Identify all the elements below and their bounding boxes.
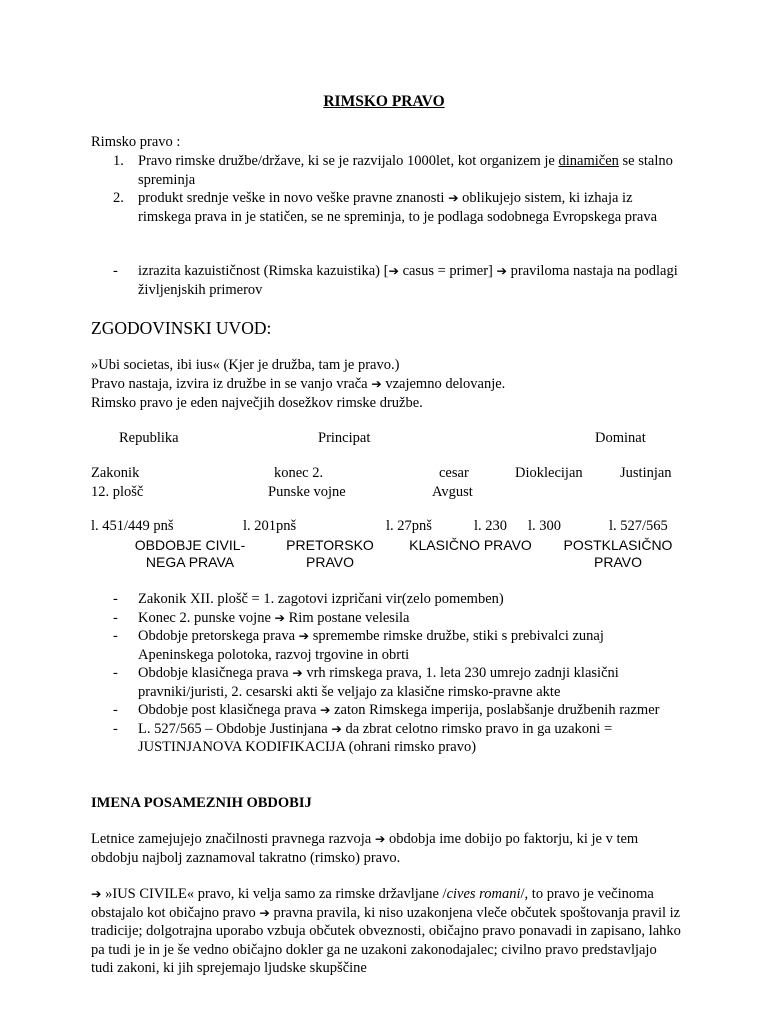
- era-label: Dominat: [595, 430, 646, 446]
- body-line: »Ubi societas, ibi ius« (Kjer je družba, tam je pravo.): [91, 357, 400, 373]
- numbered-item: [91, 189, 681, 226]
- item-text: vrh rimskega prava, 1. leta 230 umrejo zadnji klasični pravniki/juristi, 2. cesarski akti še veljajo za klasične rimsko-pravne akte: [138, 665, 619, 700]
- list-item: [91, 262, 681, 299]
- italic-term: cives romani: [446, 886, 521, 902]
- line-text: Pravo nastaja, izvira iz družbe in se vanjo vrača: [91, 376, 372, 392]
- item-text: oblikujejo sistem, ki izhaja iz rimskega prava in je statičen, se ne spreminja, to je podlaga sodobnega Evropskega prava: [138, 190, 658, 225]
- arrow-icon: ➔: [331, 720, 342, 736]
- item-text: Zakonik XII. plošč = 1. zagotovi izpričani vir(zelo pomemben): [138, 591, 504, 607]
- item-text: casus = primer]: [398, 263, 497, 279]
- period-line: NEGA PRAVA: [145, 554, 235, 570]
- timeline-label: Avgust: [432, 484, 473, 500]
- timeline-label: Punske vojne: [268, 484, 346, 500]
- period-label: [275, 537, 385, 571]
- item-text: produkt srednje veške in novo veške pravne znanosti: [138, 190, 449, 206]
- period-line: PRAVO: [594, 554, 642, 570]
- item-text: Rim postane velesila: [285, 609, 410, 626]
- item-text: se stalno spreminja: [138, 153, 673, 188]
- period-label: [398, 537, 543, 554]
- intro-line: Rimsko pravo :: [91, 134, 181, 150]
- timeline-label: konec 2.: [274, 465, 324, 481]
- arrow-icon: ➔: [448, 190, 459, 205]
- year-label: l. 300: [528, 518, 562, 534]
- arrow-icon: ➔: [259, 904, 270, 920]
- arrow-icon: ➔: [298, 628, 310, 643]
- era-label: Principat: [318, 430, 371, 446]
- arrow-icon: ➔: [496, 263, 507, 278]
- arrow-icon: ➔: [371, 376, 382, 391]
- item-text: Konec 2. punske vojne: [138, 609, 275, 626]
- arrow-icon: ➔: [320, 702, 331, 717]
- timeline-label: Zakonik: [91, 465, 140, 481]
- body-paragraph: [91, 830, 681, 867]
- list-item: [91, 590, 681, 609]
- item-text: L. 527/565 – Obdobje Justinjana: [138, 720, 332, 737]
- item-number: 2.: [113, 190, 124, 206]
- dash-bullet: -: [113, 263, 118, 279]
- paragraph-text: pravna pravila, ki niso uzakonjena vleče občutek spoštovanja pravil iz tradicije; dolgotrajna uporabo vzbuja občutek obveznosti, običajno pravo ponavadi in zapisano, lahko pa tudi je in je še vedno običajno dokler ga ne uzakoni zakonodajalec; civilno pravo predstavljajo tudi zakoni, ki jih sprejemajo ljudske skupščine: [91, 904, 681, 976]
- dash-bullet: -: [113, 609, 118, 626]
- era-label: Republika: [119, 430, 179, 446]
- underlined-word: dinamičen: [558, 153, 619, 169]
- timeline-label: cesar: [439, 465, 469, 481]
- arrow-icon: ➔: [388, 263, 399, 278]
- item-text: spremembe rimske družbe, stiki s prebivalci zunaj Apeninskega polotoka, razvoj trgovine in obrti: [138, 628, 604, 663]
- list-item: [91, 627, 681, 664]
- dash-bullet: -: [113, 591, 118, 607]
- list-item: [91, 720, 681, 757]
- item-text: Pravo rimske družbe/države, ki se je razvijalo 1000let, kot organizem je: [138, 153, 559, 169]
- numbered-list: [91, 152, 681, 226]
- body-paragraph: [91, 885, 681, 978]
- item-text: Obdobje pretorskega prava: [138, 628, 299, 644]
- item-text: Obdobje post klasičnega prava: [138, 702, 321, 718]
- section-heading: IMENA POSAMEZNIH OBDOBIJ: [91, 795, 312, 811]
- period-line: KLASIČNO PRAVO: [409, 537, 532, 553]
- dash-bullet: -: [113, 720, 118, 737]
- period-line: PRETORSKO: [286, 537, 374, 553]
- page-title: RIMSKO PRAVO: [323, 93, 445, 110]
- year-label: l. 527/565: [609, 518, 668, 534]
- list-item: [91, 701, 681, 720]
- period-line: PRAVO: [306, 554, 354, 570]
- item-text: da zbrat celotno rimsko pravo in ga uzakoni = JUSTINJANOVA KODIFIKACIJA (ohrani rimsko pravo): [138, 720, 613, 755]
- dash-bullet: -: [113, 702, 118, 718]
- paragraph-text: obdobja ime dobijo po faktorju, ki je v tem obdobju najbolj zaznamoval takratno (rimsko) pravo.: [91, 831, 639, 866]
- period-line: POSTKLASIČNO: [563, 537, 673, 553]
- item-text: zaton Rimskega imperija, poslabšanje družbenih razmer: [330, 702, 660, 718]
- body-line: [91, 375, 681, 394]
- item-text: izrazita kazuističnost (Rimska kazuistika) [: [138, 263, 389, 279]
- period-notes-list: [91, 590, 681, 757]
- paragraph-text: Letnice zamejujejo značilnosti pravnega razvoja: [91, 831, 375, 847]
- arrow-icon: ➔: [91, 886, 102, 901]
- body-line: Rimsko pravo je eden največjih dosežkov rimske družbe.: [91, 395, 423, 411]
- year-label: l. 451/449 pnš: [91, 518, 174, 534]
- dash-bullet: -: [113, 665, 118, 681]
- year-label: l. 230: [474, 518, 508, 534]
- year-label: l. 201pnš: [243, 518, 297, 534]
- period-line: OBDOBJE CIVIL-: [134, 537, 246, 553]
- item-text: praviloma nastaja na podlagi življenjskih primerov: [138, 263, 678, 298]
- list-item: [91, 609, 681, 628]
- item-number: 1.: [113, 153, 124, 169]
- paragraph-text: /, to pravo je večinoma obstajalo kot običajno pravo: [91, 886, 654, 921]
- list-item: [91, 664, 681, 701]
- arrow-icon: ➔: [292, 665, 303, 680]
- arrow-icon: ➔: [274, 609, 285, 625]
- period-label: [555, 537, 681, 571]
- timeline-label: Justinjan: [620, 465, 672, 481]
- line-text: vzajemno delovanje.: [381, 376, 506, 392]
- dash-bullet: -: [113, 628, 118, 644]
- section-heading: ZGODOVINSKI UVOD:: [91, 318, 272, 338]
- arrow-icon: ➔: [374, 831, 386, 846]
- item-text: Obdobje klasičnega prava: [138, 665, 293, 681]
- timeline-label: 12. plošč: [91, 484, 144, 500]
- casuistry-list: [91, 262, 681, 299]
- timeline-label: Dioklecijan: [515, 465, 583, 481]
- numbered-item: [91, 152, 681, 189]
- year-label: l. 27pnš: [386, 518, 432, 534]
- period-label: [120, 537, 260, 571]
- paragraph-text: »IUS CIVILE« pravo, ki velja samo za rimske državljane /: [101, 886, 447, 902]
